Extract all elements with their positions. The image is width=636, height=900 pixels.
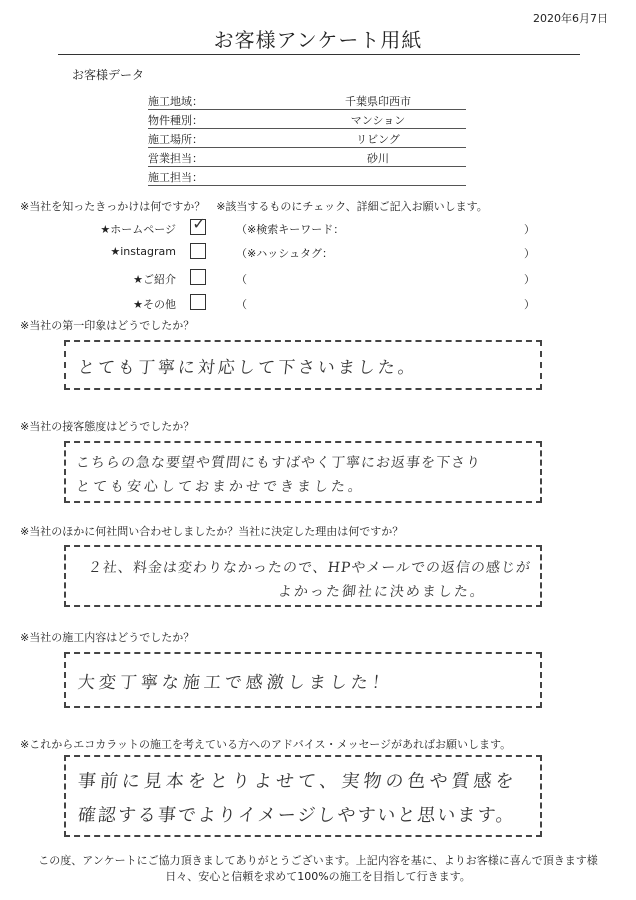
source-close: ） — [524, 273, 535, 286]
answer-box-work-quality — [64, 652, 542, 708]
handwritten-answer: 確認する事でよりイメージしやすいと思います。 — [76, 805, 517, 826]
source-row-instagram — [0, 242, 636, 262]
page-title: お客様アンケート用紙 — [213, 28, 423, 52]
handwritten-answer: 大変丁寧な施工で感激しました！ — [76, 673, 394, 693]
customer-label: 物件種別： — [148, 114, 203, 127]
handwritten-answer: よかった御社に決めました。 — [277, 584, 487, 600]
source-row-homepage — [0, 214, 636, 238]
source-checkbox[interactable] — [190, 243, 206, 259]
source-detail: （※検索キーワード： — [236, 223, 345, 236]
customer-row-sales — [148, 149, 466, 167]
handwritten-answer: こちらの急な要望や質問にもすばやく丁寧にお返事を下さり — [75, 455, 482, 471]
question-how-found: ※当社を知ったきっかけは何ですか？ ※該当するものにチェック、詳細ご記入お願いします。 — [20, 200, 488, 213]
source-close: ） — [524, 223, 535, 236]
handwritten-answer: とても丁寧に対応して下さいました。 — [76, 358, 419, 378]
question-first-impression: ※当社の第一印象はどうでしたか？ — [20, 319, 195, 332]
customer-value: マンション — [350, 114, 406, 127]
customer-value: 砂川 — [367, 152, 389, 165]
customer-value: リビング — [356, 133, 400, 146]
customer-heading: お客様データ — [72, 68, 145, 82]
source-row-other — [0, 293, 636, 313]
answer-box-service-attitude — [64, 441, 542, 503]
source-label: ★その他 — [133, 298, 176, 311]
handwritten-answer: 事前に見本をとりよせて、実物の色や質感を — [76, 771, 519, 792]
question-advice-message: ※これからエコカラットの施工を考えている方へのアドバイス・メッセージがあればお願いします。 — [20, 738, 512, 751]
source-checkbox[interactable] — [190, 294, 206, 310]
source-close: ） — [524, 247, 535, 260]
answer-box-first-impression — [64, 340, 542, 390]
question-work-quality: ※当社の施工内容はどうでしたか？ — [20, 631, 195, 644]
survey-date: 2020年6月7日 — [533, 12, 608, 25]
footer-message-line: この度、アンケートにご協力頂きましてありがとうございます。上記内容を基に、よりお客様に喜んで頂きます様 — [38, 854, 598, 867]
answer-box-advice-message — [64, 755, 542, 837]
question-other-companies: ※当社のほかに何社問い合わせしましたか？当社に決定した理由は何ですか？ — [20, 525, 404, 538]
customer-label: 施工地域： — [148, 95, 203, 108]
handwritten-answer: とても安心しておまかせできました。 — [75, 479, 366, 495]
source-close: ） — [524, 298, 535, 311]
source-label: ★ご紹介 — [133, 273, 176, 286]
footer-message-line: 日々、安心と信頼を求めて100%の施工を目指して行きます。 — [165, 870, 471, 883]
customer-label: 営業担当： — [148, 152, 203, 165]
answer-box-other-companies — [64, 545, 542, 607]
source-detail: （※ハッシュタグ： — [236, 247, 333, 260]
customer-label: 施工場所： — [148, 133, 203, 146]
source-label: ★instagram — [110, 245, 176, 258]
customer-row-type — [148, 111, 466, 129]
question-service-attitude: ※当社の接客態度はどうでしたか？ — [20, 420, 195, 433]
customer-row-place — [148, 130, 466, 148]
check-mark-icon: ✓ — [192, 214, 206, 233]
source-row-referral — [0, 268, 636, 288]
handwritten-answer: ２社、料金は変わりなかったので、HPやメールでの返信の感じが — [87, 560, 532, 576]
customer-row-area — [148, 92, 466, 110]
source-checkbox[interactable] — [190, 269, 206, 285]
title-divider — [58, 54, 580, 55]
customer-value: 千葉県印西市 — [345, 95, 411, 108]
source-detail: （ — [236, 298, 247, 311]
customer-label: 施工担当： — [148, 171, 203, 184]
source-detail: （ — [236, 273, 247, 286]
source-label: ★ホームページ — [100, 223, 176, 236]
customer-row-installer — [148, 168, 466, 186]
